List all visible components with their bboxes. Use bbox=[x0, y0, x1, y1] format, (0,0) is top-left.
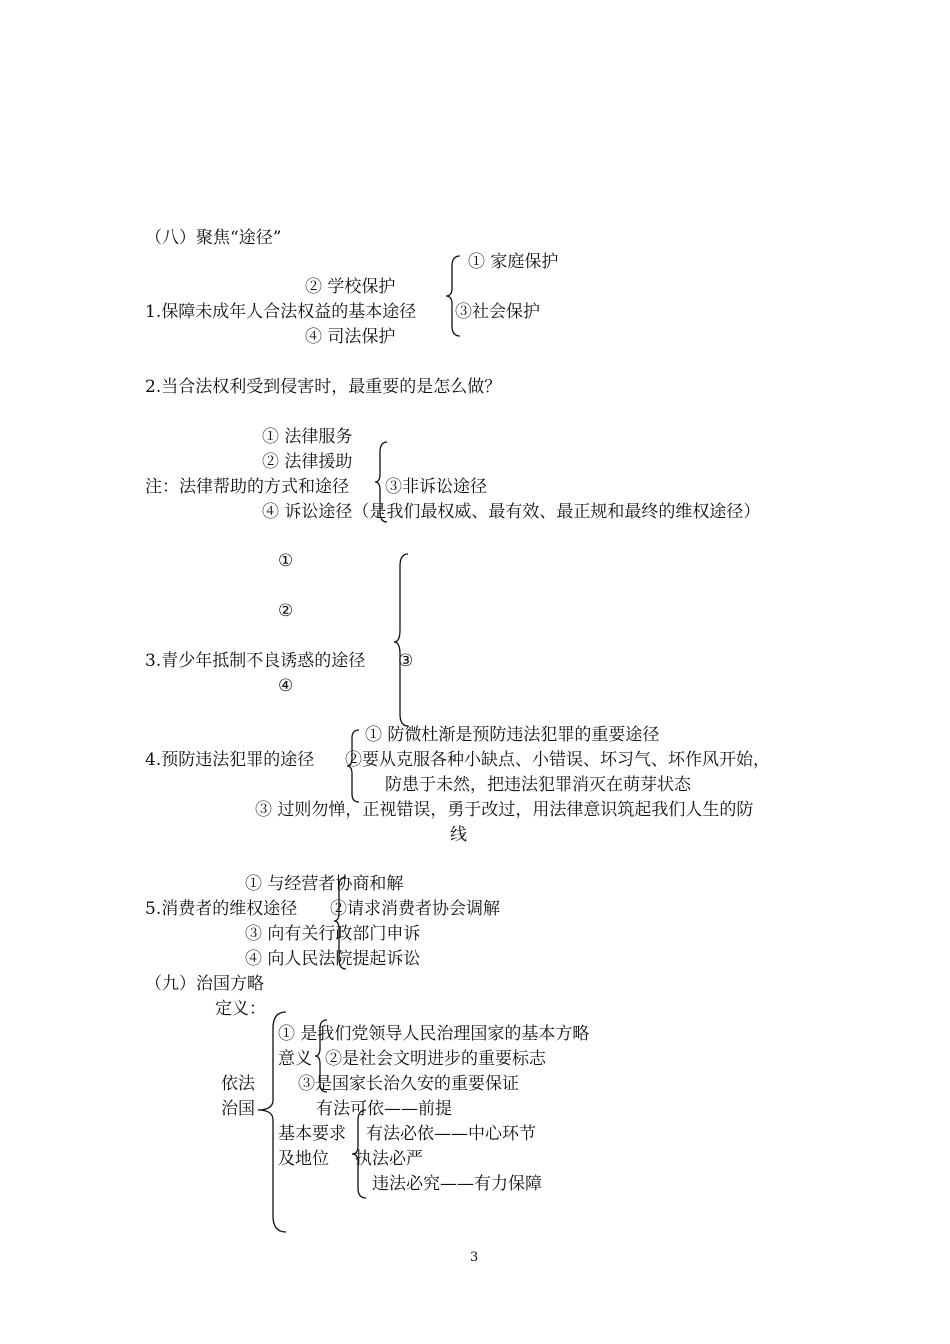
requirement-2: 有法必依——中心环节 bbox=[366, 1124, 536, 1144]
q5-item-1: ① 与经营者协商和解 bbox=[245, 874, 404, 894]
meaning-item-3: ③是国家长治久安的重要保证 bbox=[298, 1074, 519, 1094]
topic-line-2: 治国 bbox=[221, 1099, 255, 1119]
requirement-4: 违法必究——有力保障 bbox=[372, 1174, 542, 1194]
q1-brace bbox=[444, 254, 464, 338]
requirement-3: 执法必严 bbox=[355, 1149, 423, 1169]
section9-title: （九）治国方略 bbox=[145, 974, 264, 994]
note-item-4: ④ 诉讼途径（是我们最权威、最有效、最正规和最终的维权途径） bbox=[262, 502, 761, 522]
section8-title: （八）聚焦“途径” bbox=[145, 228, 282, 248]
meaning-item-2: ②是社会文明进步的重要标志 bbox=[325, 1049, 546, 1069]
q4-brace bbox=[345, 728, 363, 806]
q1-item-judicial: ④ 司法保护 bbox=[305, 327, 396, 347]
q5-label: 5.消费者的维权途径 bbox=[145, 899, 298, 919]
q5-item-3: ③ 向有关行政部门申诉 bbox=[245, 924, 421, 944]
requirement-1: 有法可依——前提 bbox=[316, 1099, 452, 1119]
rule-of-law-brace bbox=[256, 1010, 290, 1236]
requirements-label-2: 及地位 bbox=[278, 1149, 329, 1169]
meaning-brace bbox=[313, 1018, 331, 1096]
q5-brace bbox=[332, 875, 350, 973]
q1-label: 1.保障未成年人合法权益的基本途径 bbox=[145, 302, 417, 322]
q1-item-school: ② 学校保护 bbox=[305, 277, 396, 297]
q4-item-3: ③ 过则勿惮，正视错误，勇于改过，用法律意识筑起我们人生的防 bbox=[255, 800, 754, 820]
q4-label: 4.预防违法犯罪的途径 bbox=[145, 750, 315, 770]
definition-label: 定义： bbox=[215, 999, 266, 1019]
q4-item-2: ②要从克服各种小缺点、小错误、坏习气、坏作风开始， bbox=[345, 750, 770, 770]
q1-item-family: ① 家庭保护 bbox=[468, 252, 559, 272]
note-item-3: ③非诉讼途径 bbox=[385, 477, 487, 497]
note-item-1: ① 法律服务 bbox=[262, 427, 353, 447]
note-brace bbox=[373, 440, 391, 526]
topic-line-1: 依法 bbox=[221, 1074, 255, 1094]
q3-item-3: ③ bbox=[398, 651, 414, 671]
requirements-brace bbox=[350, 1108, 370, 1200]
q3-brace bbox=[392, 552, 412, 728]
meaning-label: 意义 bbox=[278, 1049, 312, 1069]
meaning-item-1: ① 是我们党领导人民治理国家的基本方略 bbox=[278, 1024, 590, 1044]
q3-item-1: ① bbox=[278, 551, 294, 571]
page-number: 3 bbox=[470, 1250, 479, 1265]
q4-item-1: ① 防微杜渐是预防违法犯罪的重要途径 bbox=[365, 725, 660, 745]
q3-label: 3.青少年抵制不良诱惑的途径 bbox=[145, 651, 366, 671]
q3-item-4: ④ bbox=[278, 676, 294, 696]
q2-label: 2.当合法权利受到侵害时，最重要的是怎么做？ bbox=[145, 377, 502, 397]
q3-item-2: ② bbox=[278, 601, 294, 621]
q4-item-3-cont: 线 bbox=[450, 825, 467, 845]
q5-item-2: ②请求消费者协会调解 bbox=[330, 899, 500, 919]
requirements-label-1: 基本要求 bbox=[278, 1124, 346, 1144]
q1-item-society: ③社会保护 bbox=[455, 302, 540, 322]
q4-item-2-cont: 防患于未然，把违法犯罪消灭在萌芽状态 bbox=[385, 775, 691, 795]
q5-item-4: ④ 向人民法院提起诉讼 bbox=[245, 949, 421, 969]
note-item-2: ② 法律援助 bbox=[262, 452, 353, 472]
note-label: 注：法律帮助的方式和途径 bbox=[145, 477, 349, 497]
